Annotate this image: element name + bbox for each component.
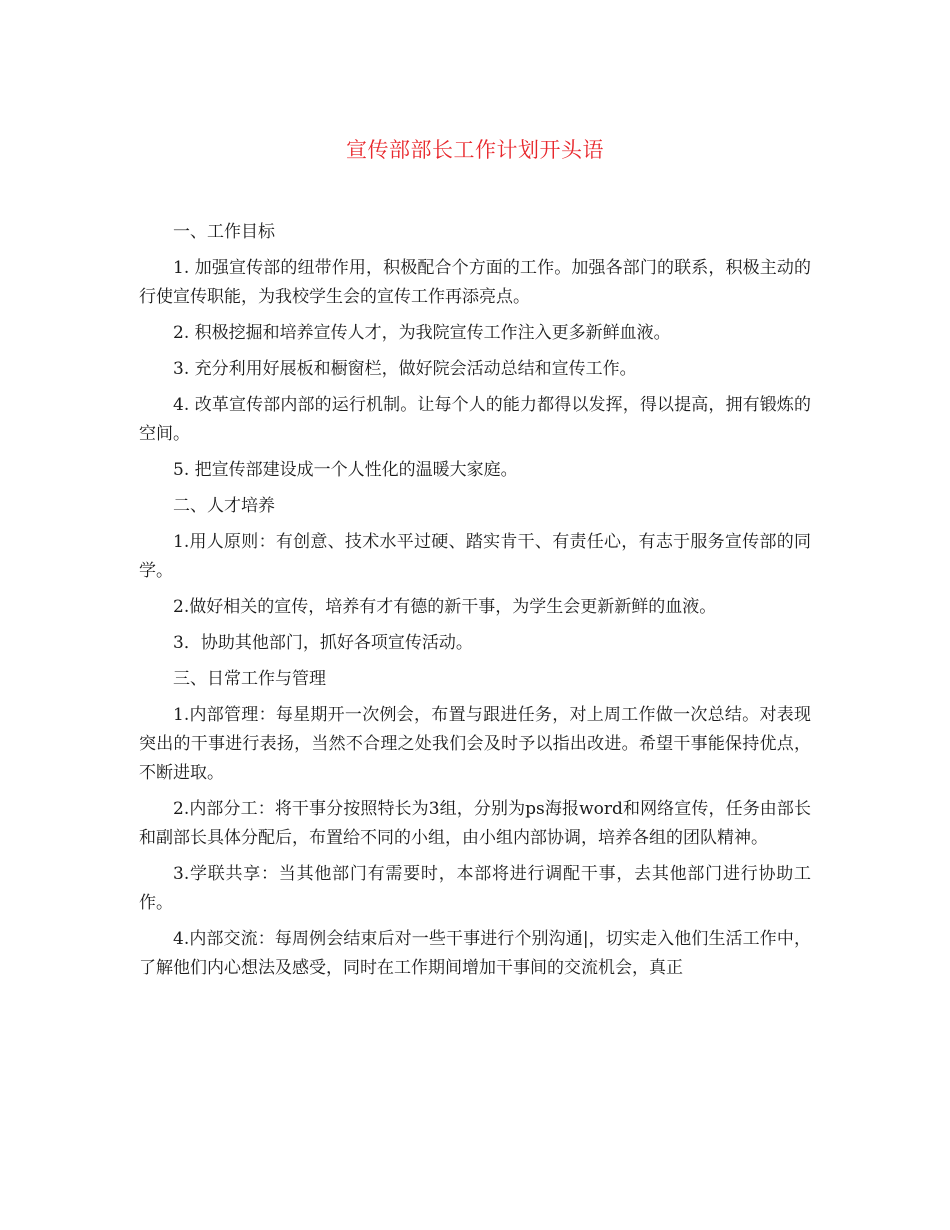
document-title: 宣传部部长工作计划开头语 xyxy=(346,138,604,162)
section-heading-talent: 二、人才培养 xyxy=(173,496,275,516)
paragraph-management-4: 4.内部交流：每周例会结束后对一些干事进行个别沟通|，切实走入他们生活工作中，了解他们内心想法及感受，同时在工作期间增加干事间的交流机会，真正 xyxy=(139,929,811,978)
section-heading-goals: 一、工作目标 xyxy=(173,222,275,242)
paragraph-goal-1: 1. 加强宣传部的纽带作用，积极配合个方面的工作。加强各部门的联系，积极主动的行使宣传职能，为我校学生会的宣传工作再添亮点。 xyxy=(139,258,811,307)
paragraph-management-3: 3.学联共享：当其他部门有需要时，本部将进行调配干事，去其他部门进行协助工作。 xyxy=(139,864,811,913)
section-heading-management: 三、日常工作与管理 xyxy=(173,669,326,689)
paragraph-talent-3: 3．协助其他部门，抓好各项宣传活动。 xyxy=(173,633,473,653)
paragraph-talent-2: 2.做好相关的宣传，培养有才有德的新干事，为学生会更新新鲜的血液。 xyxy=(173,597,717,617)
document-body xyxy=(139,218,811,990)
paragraph-goal-3: 3. 充分利用好展板和橱窗栏，做好院会活动总结和宣传工作。 xyxy=(173,359,637,379)
paragraph-goal-5: 5. 把宣传部建设成一个人性化的温暖大家庭。 xyxy=(173,460,518,480)
paragraph-talent-1: 1.用人原则：有创意、技术水平过硬、踏实肯干、有责任心，有志于服务宣传部的同学。 xyxy=(139,532,811,581)
paragraph-goal-4: 4. 改革宣传部内部的运行机制。让每个人的能力都得以发挥，得以提高，拥有锻炼的空间。 xyxy=(139,395,811,444)
paragraph-management-1: 1.内部管理：每星期开一次例会，布置与跟进任务，对上周工作做一次总结。对表现突出的干事进行表扬，当然不合理之处我们会及时予以指出改进。希望干事能保持优点，不断进取。 xyxy=(139,705,811,783)
paragraph-management-2: 2.内部分工：将干事分按照特长为3组，分别为ps海报word和网络宣传，任务由部长和副部长具体分配后，布置给不同的小组，由小组内部协调，培养各组的团队精神。 xyxy=(139,799,811,848)
paragraph-goal-2: 2. 积极挖掘和培养宣传人才，为我院宣传工作注入更多新鲜血液。 xyxy=(173,323,671,343)
